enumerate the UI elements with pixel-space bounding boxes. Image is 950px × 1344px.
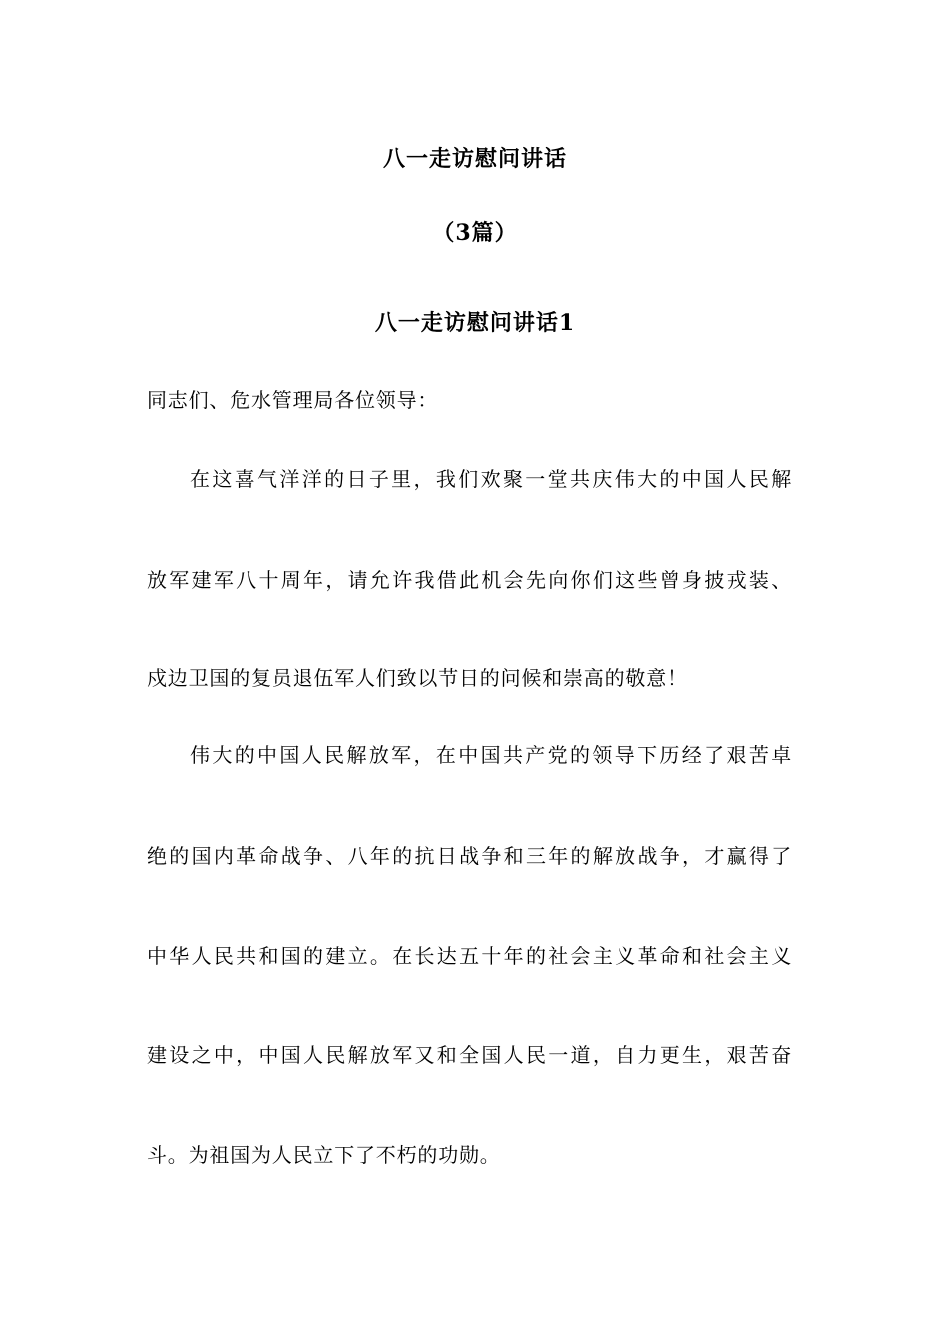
- salutation: 同志们、危水管理局各位领导：: [147, 388, 439, 412]
- paragraph-1-line-1: 在这喜气洋洋的日子里，我们欢聚一堂共庆伟大的中国人民解: [190, 467, 792, 491]
- paragraph-2-line-2: 绝的国内革命战争、八年的抗日战争和三年的解放战争，才赢得了: [147, 844, 792, 868]
- paragraph-1-line-2: 放军建军八十周年，请允许我借此机会先向你们这些曾身披戎装、: [147, 568, 792, 592]
- paragraph-1-line-3: 戍边卫国的复员退伍军人们致以节日的问候和崇高的敬意！: [147, 666, 688, 690]
- paragraph-2-line-5: 斗。为祖国为人民立下了不朽的功勋。: [147, 1143, 501, 1167]
- paragraph-2-line-1: 伟大的中国人民解放军，在中国共产党的领导下历经了艰苦卓: [190, 743, 792, 767]
- section-title: 八一走访慰问讲话1: [374, 310, 576, 336]
- main-title: 八一走访慰问讲话: [382, 146, 567, 172]
- subtitle: （3篇）: [432, 220, 518, 246]
- paragraph-2-line-3: 中华人民共和国的建立。在长达五十年的社会主义革命和社会主义: [147, 944, 792, 968]
- paragraph-2-line-4: 建设之中，中国人民解放军又和全国人民一道，自力更生，艰苦奋: [147, 1043, 792, 1067]
